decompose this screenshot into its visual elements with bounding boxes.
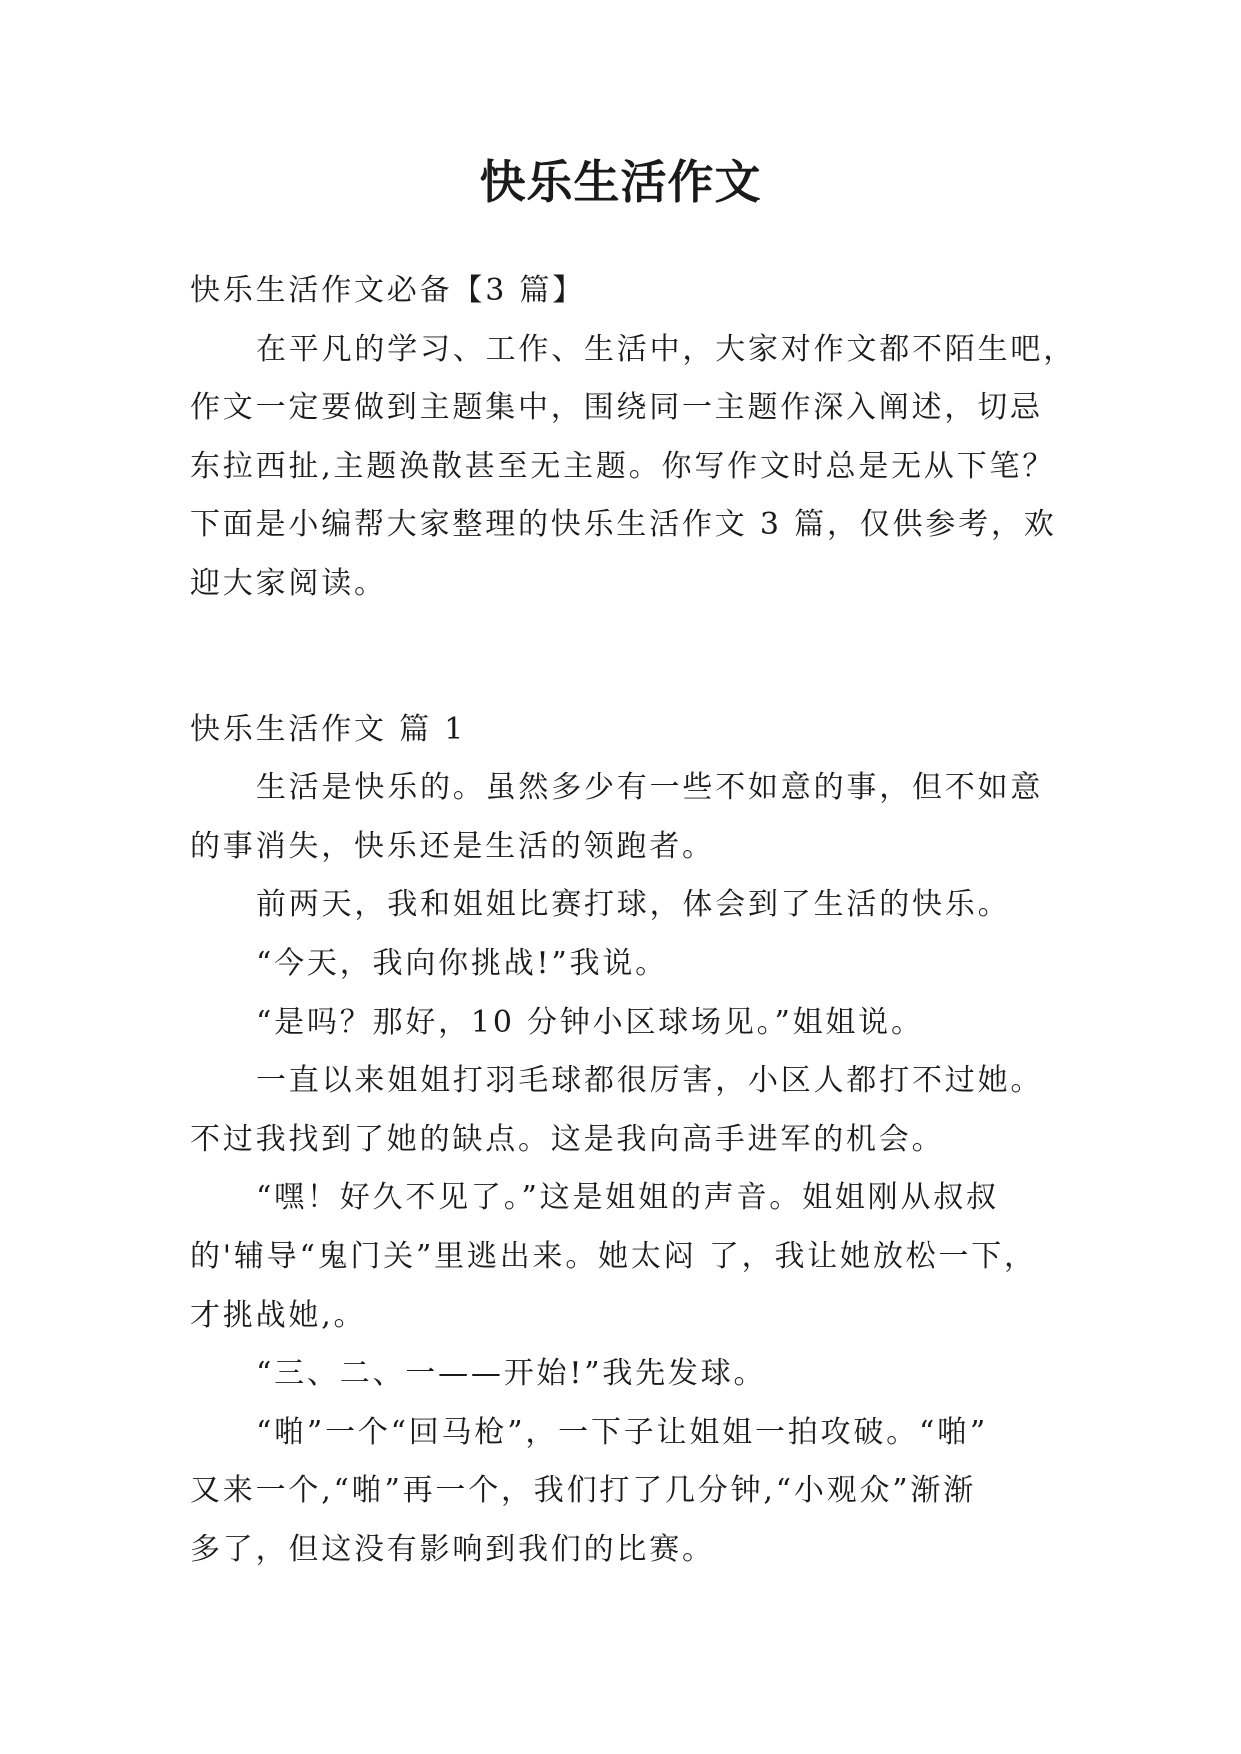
paragraph-line: “今天，我向你挑战!”我说。 <box>256 945 668 981</box>
paragraph-line: 多了，但这没有影响到我们的比赛。 <box>190 1531 715 1567</box>
paragraph-line: 的事消失，快乐还是生活的领跑者。 <box>190 828 715 864</box>
paragraph-line: 生活是快乐的。虽然多少有一些不如意的事，但不如意 <box>256 770 1044 806</box>
paragraph-line: 的'辅导“鬼门关”里逃出来。她太闷 了，我让她放松一下， <box>190 1238 1037 1274</box>
paragraph-line: 一直以来姐姐打羽毛球都很厉害，小区人都打不过她。 <box>256 1063 1044 1099</box>
paragraph-line: 才挑战她,。 <box>190 1297 367 1333</box>
paragraph-line: “三、二、一——开始!”我先发球。 <box>256 1356 767 1392</box>
section-heading: 快乐生活作文 篇 1 <box>190 711 467 747</box>
section-spacer <box>190 614 1055 701</box>
intro-line: 迎大家阅读。 <box>190 565 387 601</box>
paragraph-line: “嘿！好久不见了。”这是姐姐的声音。姐姐刚从叔叔 <box>256 1180 999 1216</box>
intro-line: 作文一定要做到主题集中，围绕同一主题作深入阐述，切忌 <box>190 390 1043 426</box>
paragraph-line: “啪”一个“回马枪”，一下子让姐姐一拍攻破。“啪” <box>256 1414 989 1450</box>
article-subtitle: 快乐生活作文必备【3 篇】 <box>190 273 586 308</box>
intro-paragraph <box>190 321 1076 614</box>
paragraph-line: “是吗？那好，10 分钟小区球场见。”姐姐说。 <box>256 1004 924 1040</box>
intro-line: 下面是小编帮大家整理的快乐生活作文 3 篇，仅供参考，欢 <box>190 507 1057 543</box>
intro-line: 在平凡的学习、工作、生活中，大家对作文都不陌生吧， <box>256 331 1076 367</box>
document-body <box>190 262 1076 1579</box>
intro-line: 东拉西扯,主题涣散甚至无主题。你写作文时总是无从下笔？ <box>190 448 1056 484</box>
paragraph-line: 又来一个,“啪”再一个，我们打了几分钟,“小观众”渐渐 <box>190 1473 977 1509</box>
paragraph-line: 前两天，我和姐姐比赛打球，体会到了生活的快乐。 <box>256 887 1011 923</box>
paragraph-line: 不过我找到了她的缺点。这是我向高手进军的机会。 <box>190 1121 945 1157</box>
section-body <box>190 759 1055 1579</box>
document-title: 快乐生活作文 <box>479 155 762 209</box>
